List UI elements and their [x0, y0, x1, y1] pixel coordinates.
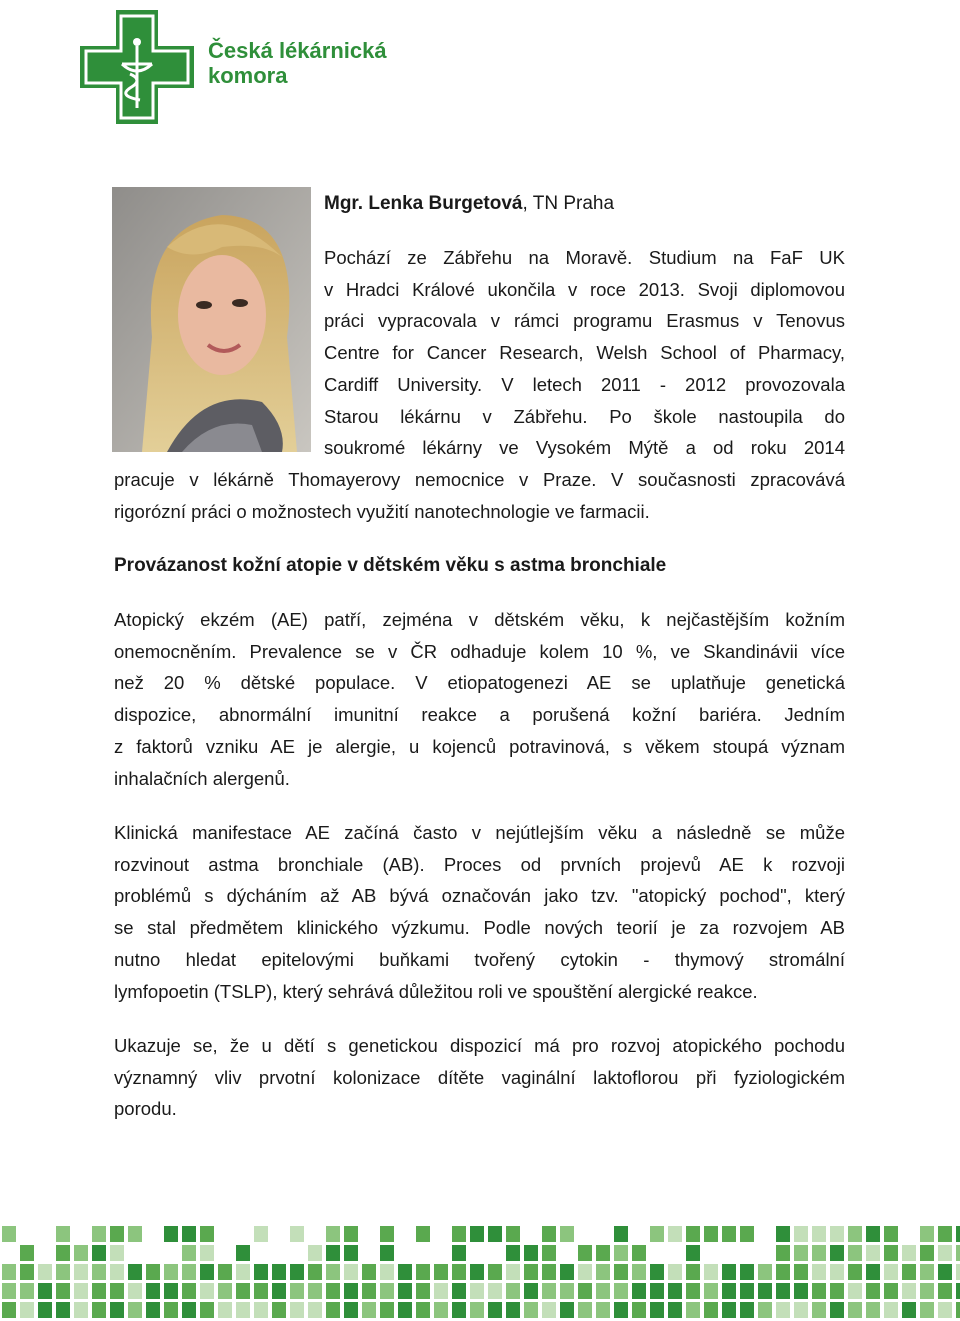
logo-wordmark [208, 38, 387, 88]
mosaic-tile [902, 1245, 916, 1261]
mosaic-tile [488, 1283, 502, 1299]
mosaic-tile [506, 1226, 520, 1242]
mosaic-tile [506, 1283, 520, 1299]
mosaic-tile [956, 1302, 960, 1318]
mosaic-tile [182, 1302, 196, 1318]
mosaic-tile [848, 1264, 862, 1280]
mosaic-tile [164, 1226, 178, 1242]
mosaic-tile [200, 1245, 214, 1261]
mosaic-tile [200, 1226, 214, 1242]
chamber-logo [78, 8, 387, 126]
mosaic-tile [884, 1264, 898, 1280]
mosaic-tile [74, 1264, 88, 1280]
mosaic-tile [20, 1245, 34, 1261]
mosaic-tile [722, 1302, 736, 1318]
mosaic-tile [722, 1226, 736, 1242]
mosaic-tile [650, 1226, 664, 1242]
paragraph-line: rozvinout astma bronchiale (AB). Proces od prvních projevů AE k rozvoji [114, 853, 845, 875]
mosaic-tile [614, 1283, 628, 1299]
article-paragraph-1 [114, 604, 845, 794]
mosaic-tile [758, 1264, 772, 1280]
mosaic-tile [290, 1302, 304, 1318]
mosaic-tile [632, 1264, 646, 1280]
mosaic-tile [542, 1302, 556, 1318]
mosaic-tile [434, 1302, 448, 1318]
mosaic-tile [902, 1302, 916, 1318]
mosaic-tile [812, 1302, 826, 1318]
mosaic-tile [308, 1302, 322, 1318]
mosaic-tile [560, 1302, 574, 1318]
mosaic-tile [470, 1226, 484, 1242]
mosaic-tile [110, 1226, 124, 1242]
mosaic-tile [902, 1264, 916, 1280]
mosaic-tile [560, 1226, 574, 1242]
mosaic-tile [470, 1302, 484, 1318]
mosaic-tile [578, 1302, 592, 1318]
mosaic-tile [218, 1283, 232, 1299]
mosaic-tile [830, 1302, 844, 1318]
mosaic-tile [200, 1283, 214, 1299]
paragraph-line: Atopický ekzém (AE) patří, zejména v dětském věku, k nejčastějším kožním [114, 609, 845, 630]
paragraph-line: onemocněním. Prevalence se v ČR odhaduje kolem 10 %, ve Skandinávii více [114, 640, 845, 662]
mosaic-tile [776, 1245, 790, 1261]
mosaic-tile [578, 1264, 592, 1280]
mosaic-tile [146, 1283, 160, 1299]
mosaic-tile [956, 1283, 960, 1299]
bio-line: Cardiff University. V letech 2011 - 2012 provozovala [324, 373, 845, 395]
mosaic-tile [632, 1283, 646, 1299]
mosaic-tile [938, 1226, 952, 1242]
mosaic-tile [110, 1245, 124, 1261]
mosaic-tile [2, 1283, 16, 1299]
mosaic-tile [524, 1283, 538, 1299]
mosaic-tile [128, 1302, 142, 1318]
mosaic-tile [38, 1264, 52, 1280]
mosaic-tile [740, 1283, 754, 1299]
bio-line: v Hradci Králové ukončila v roce 2013. Svoji diplomovou [324, 278, 845, 300]
mosaic-tile [272, 1283, 286, 1299]
mosaic-tile [884, 1245, 898, 1261]
bio-wrapped-text [324, 242, 845, 464]
mosaic-tile [362, 1302, 376, 1318]
mosaic-tile [272, 1264, 286, 1280]
mosaic-tile [650, 1264, 664, 1280]
mosaic-tile [74, 1302, 88, 1318]
mosaic-tile [758, 1283, 772, 1299]
mosaic-tile [866, 1302, 880, 1318]
paragraph-line: inhalačních alergenů. [114, 767, 290, 789]
mosaic-tile [668, 1226, 682, 1242]
mosaic-tile [38, 1302, 52, 1318]
mosaic-tile [614, 1245, 628, 1261]
mosaic-tile [650, 1302, 664, 1318]
mosaic-tile [146, 1302, 160, 1318]
mosaic-tile [578, 1283, 592, 1299]
mosaic-tile [920, 1302, 934, 1318]
mosaic-tile [812, 1245, 826, 1261]
pharmacy-cross-logo-icon [78, 8, 196, 126]
mosaic-tile [686, 1245, 700, 1261]
mosaic-tile [146, 1264, 160, 1280]
mosaic-tile [416, 1283, 430, 1299]
mosaic-tile [848, 1245, 862, 1261]
mosaic-tile [524, 1245, 538, 1261]
bio-line: rigorózní práci o možnostech využití nanotechnologie ve farmacii. [114, 500, 650, 522]
mosaic-tile [344, 1264, 358, 1280]
mosaic-tile [452, 1245, 466, 1261]
paragraph-line: porodu. [114, 1098, 177, 1120]
mosaic-tile [614, 1264, 628, 1280]
bio-full-text [114, 464, 845, 527]
mosaic-tile [56, 1283, 70, 1299]
mosaic-tile [92, 1226, 106, 1242]
mosaic-tile [380, 1226, 394, 1242]
mosaic-tile [542, 1226, 556, 1242]
mosaic-tile [740, 1302, 754, 1318]
mosaic-tile [686, 1283, 700, 1299]
mosaic-tile [560, 1283, 574, 1299]
paragraph-line: dispozice, abnormální imunitní reakce a porušená kožní bariéra. Jedním [114, 704, 845, 726]
mosaic-tile [218, 1302, 232, 1318]
mosaic-tile [308, 1283, 322, 1299]
mosaic-tile [380, 1283, 394, 1299]
mosaic-tile [542, 1245, 556, 1261]
mosaic-tile [254, 1226, 268, 1242]
mosaic-tile [164, 1264, 178, 1280]
mosaic-tile [812, 1226, 826, 1242]
bio-line: práci vypracovala v rámci programu Erasmus v Tenovus [324, 310, 845, 332]
mosaic-tile [866, 1283, 880, 1299]
bio-line: Starou lékárnu v Zábřehu. Po škole nastoupila do [324, 405, 845, 427]
mosaic-tile [344, 1245, 358, 1261]
mosaic-tile [542, 1283, 556, 1299]
mosaic-tile [596, 1302, 610, 1318]
bio-line: pracuje v lékárně Thomayerovy nemocnice v Praze. V současnosti zpracovává [114, 469, 845, 490]
mosaic-tile [722, 1264, 736, 1280]
mosaic-tile [506, 1245, 520, 1261]
mosaic-tile [110, 1283, 124, 1299]
mosaic-tile [2, 1264, 16, 1280]
mosaic-tile [794, 1302, 808, 1318]
bio-line: Centre for Cancer Research, Welsh School of Pharmacy, [324, 342, 845, 364]
mosaic-tile [776, 1226, 790, 1242]
mosaic-tile [794, 1226, 808, 1242]
mosaic-tile [722, 1283, 736, 1299]
mosaic-tile [56, 1245, 70, 1261]
mosaic-tile [164, 1302, 178, 1318]
mosaic-tile [686, 1264, 700, 1280]
mosaic-tile [344, 1302, 358, 1318]
footer-green-mosaic [0, 1224, 960, 1321]
mosaic-tile [92, 1283, 106, 1299]
mosaic-tile [344, 1283, 358, 1299]
mosaic-tile [200, 1302, 214, 1318]
mosaic-tile [182, 1264, 196, 1280]
mosaic-tile [884, 1302, 898, 1318]
mosaic-tile [326, 1264, 340, 1280]
mosaic-tile [20, 1302, 34, 1318]
mosaic-tile [704, 1283, 718, 1299]
mosaic-tile [308, 1264, 322, 1280]
mosaic-tile [128, 1264, 142, 1280]
mosaic-tile [326, 1302, 340, 1318]
mosaic-tile [488, 1264, 502, 1280]
mosaic-tile [848, 1302, 862, 1318]
bio-line: Pochází ze Zábřehu na Moravě. Studium na FaF UK [324, 247, 845, 268]
mosaic-tile [182, 1245, 196, 1261]
mosaic-tile [380, 1245, 394, 1261]
mosaic-tile [128, 1283, 142, 1299]
mosaic-tile [866, 1226, 880, 1242]
mosaic-tile [884, 1283, 898, 1299]
mosaic-tile [362, 1283, 376, 1299]
mosaic-tile [236, 1283, 250, 1299]
mosaic-tile [830, 1226, 844, 1242]
bio-line: soukromé lékárny ve Vysokém Mýtě a od roku 2014 [324, 437, 845, 459]
mosaic-tile [794, 1264, 808, 1280]
author-affiliation: , TN Praha [522, 193, 615, 214]
mosaic-tile [290, 1264, 304, 1280]
mosaic-tile [380, 1264, 394, 1280]
mosaic-tile [848, 1283, 862, 1299]
mosaic-tile [416, 1302, 430, 1318]
mosaic-tile [938, 1264, 952, 1280]
mosaic-tile [884, 1226, 898, 1242]
mosaic-tile [632, 1245, 646, 1261]
mosaic-tile [668, 1283, 682, 1299]
mosaic-tile [74, 1245, 88, 1261]
mosaic-tile [740, 1226, 754, 1242]
mosaic-tile [128, 1226, 142, 1242]
mosaic-tile [650, 1283, 664, 1299]
mosaic-tile [56, 1302, 70, 1318]
paragraph-line: problémů s dýcháním až AB bývá označován jako tzv. "atopický pochod", který [114, 885, 845, 907]
mosaic-tile [560, 1264, 574, 1280]
mosaic-tile [938, 1302, 952, 1318]
mosaic-tile [794, 1245, 808, 1261]
paragraph-line: Ukazuje se, že u dětí s genetickou dispozicí má pro rozvoj atopického pochodu [114, 1035, 845, 1056]
mosaic-tile [452, 1283, 466, 1299]
mosaic-tile [830, 1264, 844, 1280]
mosaic-tile [254, 1283, 268, 1299]
mosaic-tile [812, 1283, 826, 1299]
author-heading [324, 189, 614, 219]
mosaic-tile [938, 1245, 952, 1261]
mosaic-tile [236, 1245, 250, 1261]
mosaic-tile [110, 1264, 124, 1280]
mosaic-tile [272, 1302, 286, 1318]
mosaic-tile [92, 1302, 106, 1318]
mosaic-tile [902, 1283, 916, 1299]
mosaic-tile [326, 1245, 340, 1261]
paragraph-line: Klinická manifestace AE začíná často v nejútlejším věku a následně se může [114, 822, 845, 843]
mosaic-tile [542, 1264, 556, 1280]
mosaic-tile [452, 1302, 466, 1318]
mosaic-tile [830, 1283, 844, 1299]
mosaic-tile [758, 1302, 772, 1318]
mosaic-tile [290, 1226, 304, 1242]
logo-line-2: komora [208, 63, 288, 88]
mosaic-tile [956, 1264, 960, 1280]
mosaic-tile [668, 1264, 682, 1280]
mosaic-tile [164, 1283, 178, 1299]
paragraph-line: významný vliv prvotní kolonizace dítěte vaginální laktoflorou při fyziologickém [114, 1066, 845, 1088]
article-title: Provázanost kožní atopie v dětském věku s astma bronchiale [114, 555, 667, 576]
mosaic-tile [470, 1264, 484, 1280]
mosaic-tile [938, 1283, 952, 1299]
article-paragraph-3 [114, 1030, 845, 1125]
mosaic-tile [470, 1283, 484, 1299]
mosaic-tile [38, 1283, 52, 1299]
mosaic-tile [416, 1264, 430, 1280]
article-paragraph-2 [114, 817, 845, 1007]
mosaic-tile [524, 1264, 538, 1280]
mosaic-tile [866, 1245, 880, 1261]
mosaic-tile [812, 1264, 826, 1280]
mosaic-tile [866, 1264, 880, 1280]
mosaic-tile [488, 1302, 502, 1318]
logo-line-1: Česká lékárnická [208, 38, 387, 63]
mosaic-tile [920, 1226, 934, 1242]
mosaic-tile [182, 1283, 196, 1299]
mosaic-tile [326, 1283, 340, 1299]
mosaic-tile [434, 1283, 448, 1299]
mosaic-tile [362, 1264, 376, 1280]
mosaic-tile [920, 1245, 934, 1261]
mosaic-tile [2, 1226, 16, 1242]
mosaic-tile [56, 1226, 70, 1242]
mosaic-tile [740, 1264, 754, 1280]
mosaic-tile [578, 1245, 592, 1261]
mosaic-tile [506, 1302, 520, 1318]
mosaic-tile [920, 1283, 934, 1299]
mosaic-tile [614, 1226, 628, 1242]
mosaic-tile [452, 1226, 466, 1242]
mosaic-tile [830, 1245, 844, 1261]
mosaic-tile [290, 1283, 304, 1299]
mosaic-tile [398, 1283, 412, 1299]
mosaic-tile [632, 1302, 646, 1318]
mosaic-tile [92, 1245, 106, 1261]
mosaic-tile [74, 1283, 88, 1299]
mosaic-tile [686, 1302, 700, 1318]
mosaic-tile [92, 1264, 106, 1280]
mosaic-tile [614, 1302, 628, 1318]
mosaic-tile [326, 1226, 340, 1242]
mosaic-tile [776, 1283, 790, 1299]
mosaic-tile [704, 1302, 718, 1318]
mosaic-tile [434, 1264, 448, 1280]
mosaic-tile [452, 1264, 466, 1280]
mosaic-tile [596, 1245, 610, 1261]
mosaic-tile [380, 1302, 394, 1318]
mosaic-tile [956, 1245, 960, 1261]
mosaic-tile [254, 1302, 268, 1318]
mosaic-tile [596, 1283, 610, 1299]
paragraph-line: z faktorů vzniku AE je alergie, u kojenců potravinová, s věkem stoupá význam [114, 735, 845, 757]
mosaic-tile [956, 1226, 960, 1242]
mosaic-tile [776, 1302, 790, 1318]
mosaic-tile [20, 1283, 34, 1299]
mosaic-tile [524, 1302, 538, 1318]
paragraph-line: lymfopoetin (TSLP), který sehrává důležitou roli ve spouštění alergické reakce. [114, 980, 758, 1002]
mosaic-tile [236, 1264, 250, 1280]
mosaic-tile [236, 1302, 250, 1318]
paragraph-line: než 20 % dětské populace. V etiopatogenezi AE se uplatňuje genetická [114, 672, 845, 694]
mosaic-tile [416, 1226, 430, 1242]
mosaic-tile [704, 1264, 718, 1280]
paragraph-line: se stal předmětem klinického výzkumu. Podle nových teorií je za rozvojem AB [114, 917, 845, 939]
mosaic-tile [398, 1264, 412, 1280]
paragraph-line: nutno hledat epitelovými buňkami tvořený cytokin - thymový stromální [114, 948, 845, 970]
mosaic-tile [776, 1264, 790, 1280]
mosaic-tile [20, 1264, 34, 1280]
mosaic-tile [2, 1302, 16, 1318]
mosaic-tile [686, 1226, 700, 1242]
mosaic-tile [506, 1264, 520, 1280]
mosaic-tile [848, 1226, 862, 1242]
mosaic-tile [794, 1283, 808, 1299]
mosaic-tile [398, 1302, 412, 1318]
mosaic-tile [254, 1264, 268, 1280]
mosaic-tile [668, 1302, 682, 1318]
mosaic-tile [488, 1226, 502, 1242]
mosaic-tile [596, 1264, 610, 1280]
mosaic-tile [920, 1264, 934, 1280]
mosaic-tile [344, 1226, 358, 1242]
mosaic-tile [704, 1226, 718, 1242]
author-name: Mgr. Lenka Burgetová [324, 193, 523, 214]
mosaic-tile [200, 1264, 214, 1280]
mosaic-tile [218, 1264, 232, 1280]
mosaic-tile [182, 1226, 196, 1242]
author-portrait-photo [112, 187, 311, 452]
mosaic-tile [110, 1302, 124, 1318]
mosaic-tile [308, 1245, 322, 1261]
mosaic-tile [56, 1264, 70, 1280]
